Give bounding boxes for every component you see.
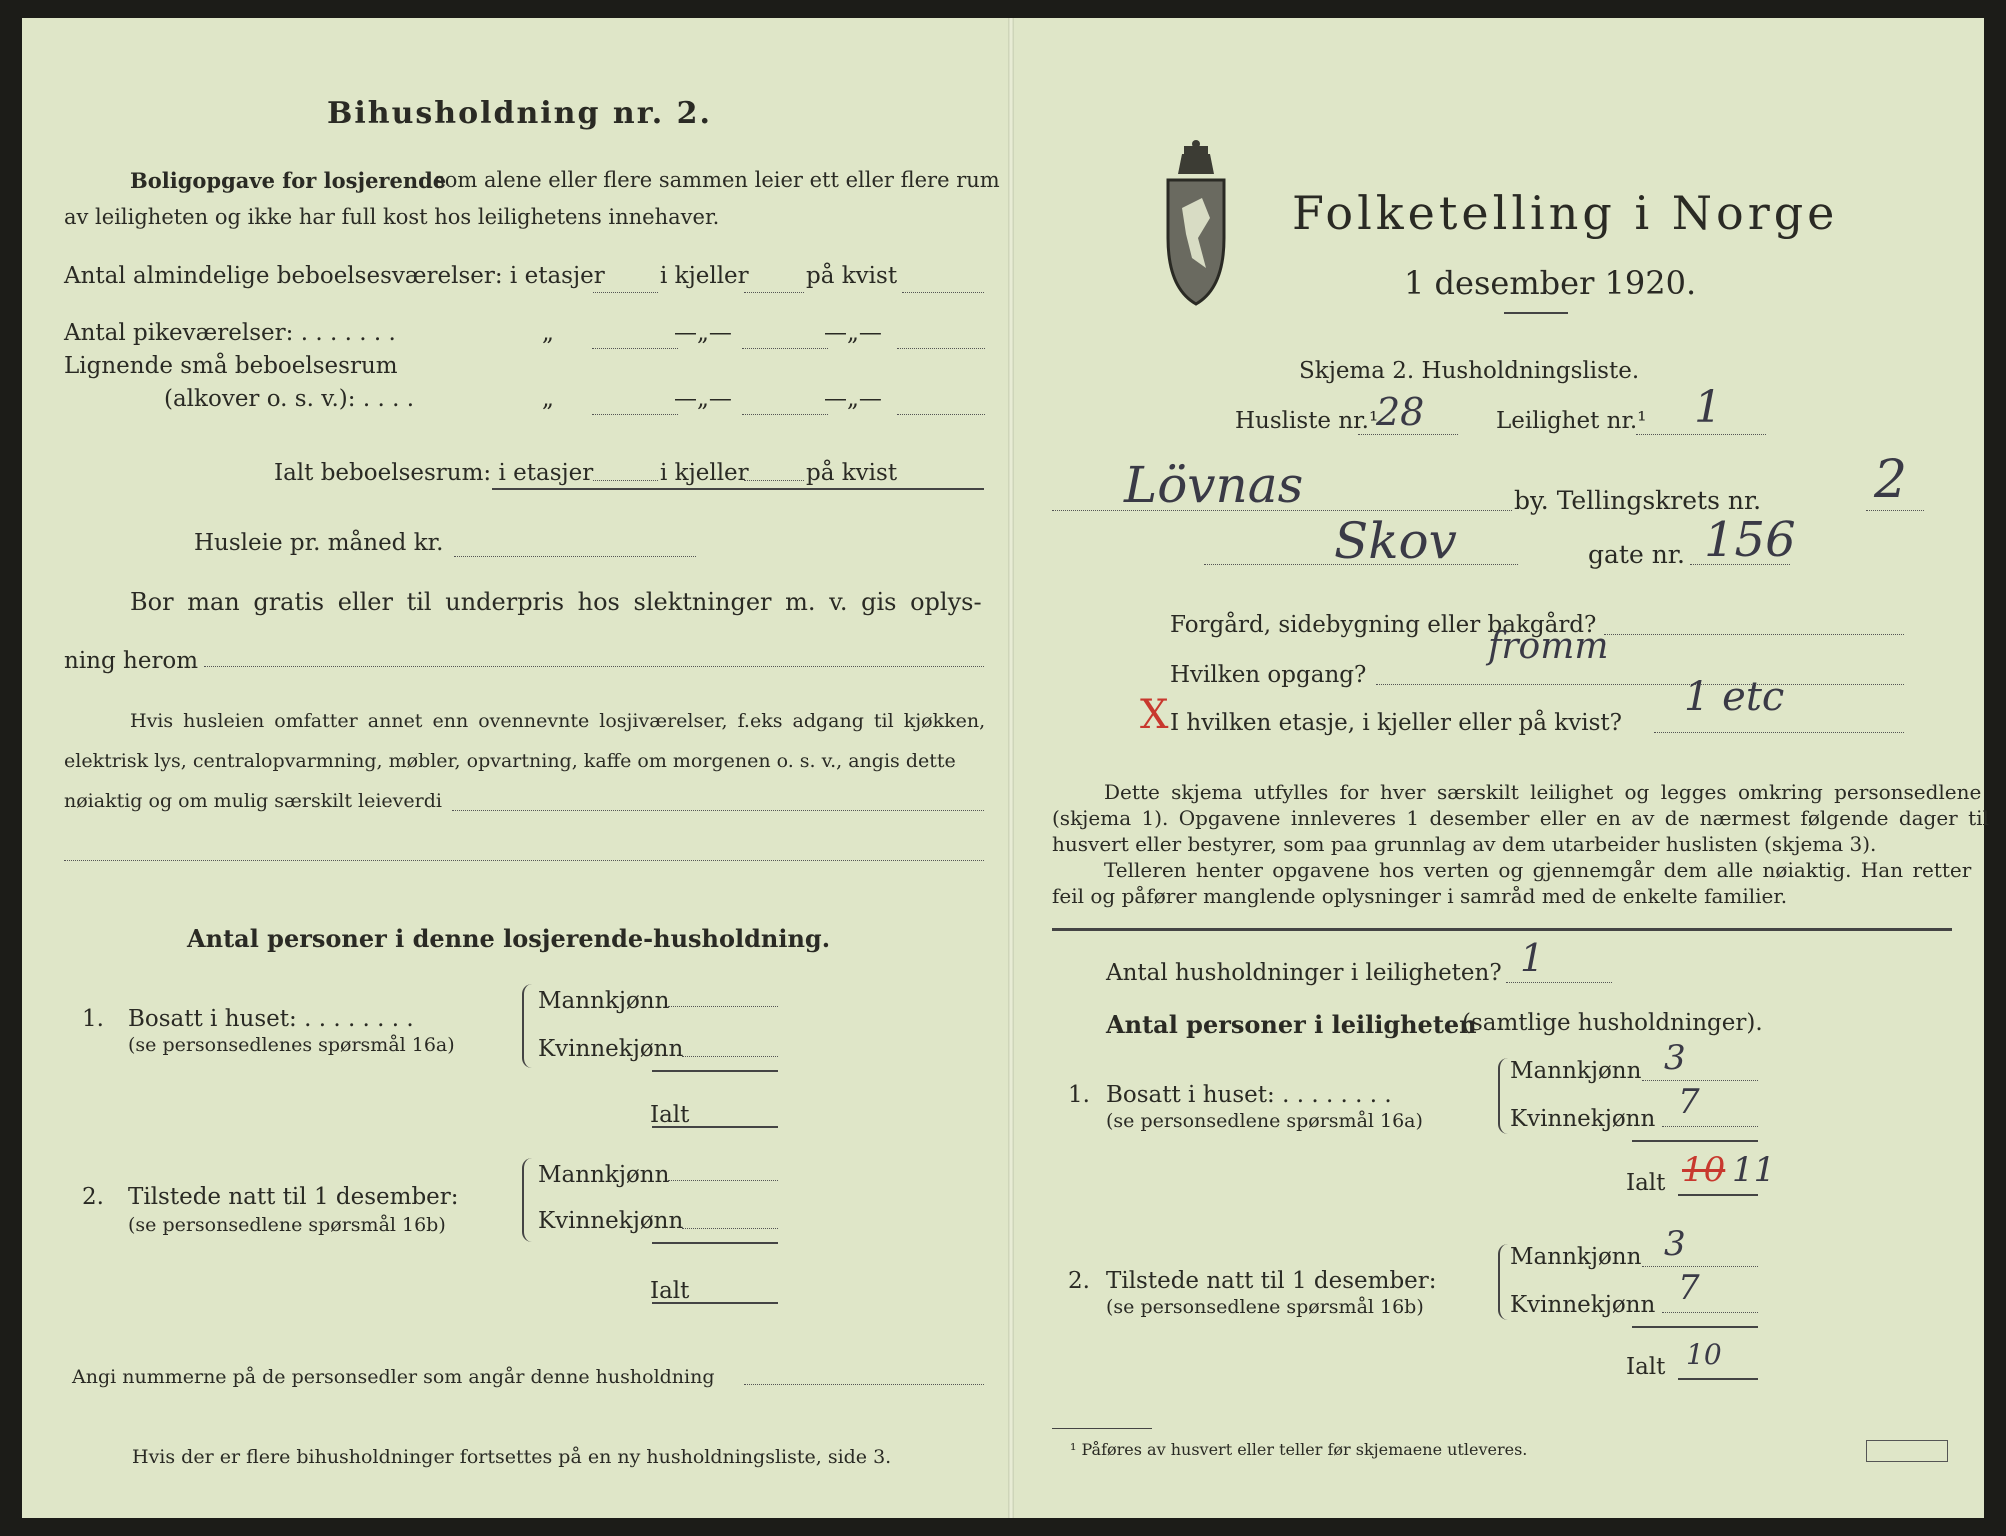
q1-kvinne-label: Kvinnekjønn [538, 1036, 684, 1062]
printer-stamp-icon [1866, 1440, 1948, 1462]
antal-hush-value: 1 [1520, 936, 1545, 980]
q2-kvinne-field[interactable] [682, 1228, 778, 1229]
antal-hush-field[interactable] [1506, 982, 1612, 983]
ialt-rum-label: Ialt beboelsesrum: i etasjer [274, 460, 594, 486]
title-rule [1504, 312, 1568, 314]
r-q2-brace [1498, 1244, 1508, 1320]
gate-nr-value: 156 [1704, 512, 1796, 568]
r-q1-ialt-field[interactable] [1678, 1194, 1758, 1196]
q2-kvinne-label: Kvinnekjønn [538, 1208, 684, 1234]
lign-ditto: „ [542, 386, 554, 412]
q1-ialt-label: Ialt [650, 1102, 690, 1128]
pike-ditto: „ [542, 320, 554, 346]
intro-rest-2: av leiligheten og ikke har full kost hos leilighetens innehaver. [64, 205, 720, 229]
r-q2-kvinne-label: Kvinnekjønn [1510, 1292, 1656, 1318]
r-q2-sub: (se personsedlene spørsmål 16b) [1106, 1296, 1424, 1318]
leieverdi-field-2[interactable] [64, 860, 984, 861]
r-q1-ialt-correction: 11 [1732, 1150, 1776, 1190]
forgaard-field[interactable] [1604, 634, 1904, 635]
tellingskrets-value: 2 [1874, 450, 1908, 510]
instr-2: (skjema 1). Opgavene innleveres 1 desember eller en av de nærmest følgende dager til [1052, 806, 1989, 830]
bor-man-text: Bor man gratis eller til underpris hos slektninger m. v. gis oplys- [130, 588, 982, 616]
opgang-field[interactable] [1376, 684, 1904, 685]
by-value: Lövnas [1124, 456, 1304, 514]
x-mark: X [1140, 692, 1169, 738]
r-q1-sub: (se personsedlene spørsmål 16a) [1106, 1110, 1423, 1132]
q2-mann-label: Mannkjønn [538, 1162, 670, 1188]
ialt-kvist-label: på kvist [806, 460, 898, 486]
r-q1-mann-field[interactable] [1642, 1080, 1758, 1081]
r-q2-sum-rule [1632, 1326, 1758, 1328]
r-q1-kvinne-label: Kvinnekjønn [1510, 1106, 1656, 1132]
r-q2-mann-field[interactable] [1642, 1266, 1758, 1267]
norway-coat-of-arms-icon [1162, 138, 1230, 308]
footnote-rule [1052, 1428, 1152, 1429]
pike-etasjer-field[interactable] [592, 348, 678, 349]
q2-mann-field[interactable] [668, 1180, 778, 1181]
r-q2-label: Tilstede natt til 1 desember: [1106, 1268, 1437, 1294]
r-q2-num: 2. [1068, 1268, 1090, 1294]
pike-label: Antal pikeværelser: . . . . . . . [64, 320, 396, 346]
q1-mann-field[interactable] [668, 1006, 778, 1007]
census-date: 1 desember 1920. [1404, 264, 1697, 302]
q1-mann-label: Mannkjønn [538, 988, 670, 1014]
instr-5: feil og påfører manglende oplysninger i samråd med de enkelte familier. [1052, 884, 1788, 908]
q1-brace [522, 984, 532, 1068]
antal-personer-heading: Antal personer i denne losjerende-husholdning. [187, 924, 831, 953]
husleie-label: Husleie pr. måned kr. [194, 530, 444, 556]
r-q1-mann-label: Mannkjønn [1510, 1058, 1642, 1084]
lign-dash-2: —„— [824, 386, 882, 412]
q1-num: 1. [82, 1006, 104, 1032]
hvis-text-1: Hvis husleien omfatter annet enn ovennevnte losjiværelser, f.eks adgang til kjøkken, [130, 710, 986, 732]
r-q2-kvinne-field[interactable] [1662, 1312, 1758, 1313]
leilighet-value: 1 [1694, 382, 1722, 433]
gate-value: Skov [1334, 512, 1457, 570]
skjema-label: Skjema 2. Husholdningsliste. [1299, 358, 1640, 384]
r-q1-label: Bosatt i huset: . . . . . . . . [1106, 1082, 1392, 1108]
q2-ialt-field[interactable] [652, 1302, 778, 1304]
leieverdi-field[interactable] [452, 810, 984, 811]
hvis-text-3: nøiaktig og om mulig særskilt leieverdi [64, 790, 442, 812]
ning-herom-label: ning herom [64, 648, 199, 674]
etasje-label: I hvilken etasje, i kjeller eller på kvist? [1170, 710, 1622, 736]
ning-herom-field[interactable] [204, 666, 984, 667]
angi-field[interactable] [744, 1384, 984, 1385]
alm-etasjer-field[interactable] [593, 292, 658, 293]
q1-label: Bosatt i huset: . . . . . . . . [128, 1006, 414, 1032]
q2-brace [522, 1158, 532, 1242]
alm-kjeller-field[interactable] [744, 292, 804, 293]
q1-ialt-field[interactable] [652, 1126, 778, 1128]
r-q2-mann-label: Mannkjønn [1510, 1244, 1642, 1270]
pike-dash-2: —„— [824, 320, 882, 346]
alm-kvist-label: på kvist [806, 263, 898, 289]
r-q2-ialt-field[interactable] [1678, 1378, 1758, 1380]
pike-kvist-field[interactable] [897, 348, 985, 349]
r-q1-ialt-label: Ialt [1626, 1170, 1666, 1196]
instr-4: Telleren henter opgavene hos verten og gjennemgår dem alle nøiaktig. Han retter [1104, 858, 1972, 882]
r-q2-mann-value: 3 [1664, 1224, 1686, 1264]
intro-bold: Boligopgave for losjerende [130, 168, 447, 193]
q2-ialt-label: Ialt [650, 1278, 690, 1304]
tellingskrets-field[interactable] [1866, 510, 1924, 511]
antal-pers-rest: (samtlige husholdninger). [1462, 1010, 1763, 1036]
lign-label-1: Lignende små beboelsesrum [64, 353, 398, 379]
opgang-value: fromm [1488, 626, 1609, 667]
lign-label-2: (alkover o. s. v.): . . . . [164, 386, 415, 412]
r-q1-kvinne-value: 7 [1678, 1082, 1700, 1122]
etasje-field[interactable] [1654, 732, 1904, 733]
r-q1-brace [1498, 1058, 1508, 1134]
r-q1-kvinne-field[interactable] [1662, 1126, 1758, 1127]
lign-kjeller-field[interactable] [742, 414, 828, 415]
gate-label: gate nr. [1588, 540, 1685, 569]
q2-sub: (se personsedlene spørsmål 16b) [128, 1214, 446, 1236]
r-q1-sum-rule [1632, 1140, 1758, 1142]
instr-1: Dette skjema utfylles for hver særskilt leilighet og legges omkring personsedlene [1104, 780, 1982, 804]
ialt-rum-underline [492, 488, 984, 490]
alm-kvist-field[interactable] [902, 292, 984, 293]
antal-pers-bold: Antal personer i leiligheten [1106, 1010, 1477, 1039]
q2-label: Tilstede natt til 1 desember: [128, 1184, 459, 1210]
pike-kjeller-field[interactable] [742, 348, 828, 349]
by-label: by. Tellingskrets nr. [1514, 486, 1762, 515]
ialt-etasjer-field[interactable] [593, 480, 658, 481]
r-q1-ialt-value: 10 [1682, 1150, 1726, 1190]
husleie-field[interactable] [454, 556, 696, 557]
q1-sub: (se personsedlenes spørsmål 16a) [128, 1034, 455, 1056]
left-footer: Hvis der er flere bihusholdninger fortsettes på en ny husholdningsliste, side 3. [132, 1446, 892, 1468]
r-q1-mann-value: 3 [1664, 1038, 1686, 1078]
r-q2-ialt-value: 10 [1686, 1338, 1722, 1371]
intro-rest-1: som alene eller flere sammen leier ett eller flere rum [434, 168, 1000, 192]
lign-kvist-field[interactable] [897, 414, 985, 415]
right-title: Folketelling i Norge [1292, 186, 1839, 240]
angi-text: Angi nummerne på de personsedler som angår denne husholdning [72, 1366, 715, 1388]
lign-etasjer-field[interactable] [592, 414, 678, 415]
footnote: ¹ Påføres av husvert eller teller før skjemaene utleveres. [1070, 1440, 1528, 1459]
antal-hush-label: Antal husholdninger i leiligheten? [1106, 960, 1502, 986]
husliste-label: Husliste nr.¹ [1235, 408, 1379, 434]
husliste-value: 28 [1376, 390, 1425, 434]
alm-kjeller-label: i kjeller [660, 263, 749, 289]
pike-dash-1: —„— [674, 320, 732, 346]
opgang-label: Hvilken opgang? [1170, 662, 1367, 688]
husliste-field[interactable] [1358, 434, 1458, 435]
forgaard-label: Forgård, sidebygning eller bakgård? [1170, 612, 1597, 638]
left-page [22, 18, 1008, 1518]
leilighet-label: Leilighet nr.¹ [1496, 408, 1647, 434]
etasje-value: 1 etc [1684, 674, 1785, 720]
ialt-kjeller-label: i kjeller [660, 460, 749, 486]
r-q1-num: 1. [1068, 1082, 1090, 1108]
ialt-kjeller-field[interactable] [744, 480, 804, 481]
q1-sum-rule [652, 1070, 778, 1072]
right-page [1014, 18, 1989, 1518]
hvis-text-2: elektrisk lys, centralopvarmning, møbler, opvartning, kaffe om morgenen o. s. v., angis dette [64, 750, 956, 772]
q2-num: 2. [82, 1184, 104, 1210]
lign-dash-1: —„— [674, 386, 732, 412]
q1-kvinne-field[interactable] [682, 1056, 778, 1057]
instr-rule [1052, 928, 1952, 931]
alm-label: Antal almindelige beboelsesværelser: i etasjer [64, 263, 605, 289]
q2-sum-rule [652, 1242, 778, 1244]
r-q2-kvinne-value: 7 [1678, 1268, 1700, 1308]
leilighet-field[interactable] [1636, 434, 1766, 435]
r-q2-ialt-label: Ialt [1626, 1354, 1666, 1380]
left-title: Bihusholdning nr. 2. [327, 96, 712, 131]
instr-3: husvert eller bestyrer, som paa grunnlag av dem utarbeider huslisten (skjema 3). [1052, 832, 1877, 856]
